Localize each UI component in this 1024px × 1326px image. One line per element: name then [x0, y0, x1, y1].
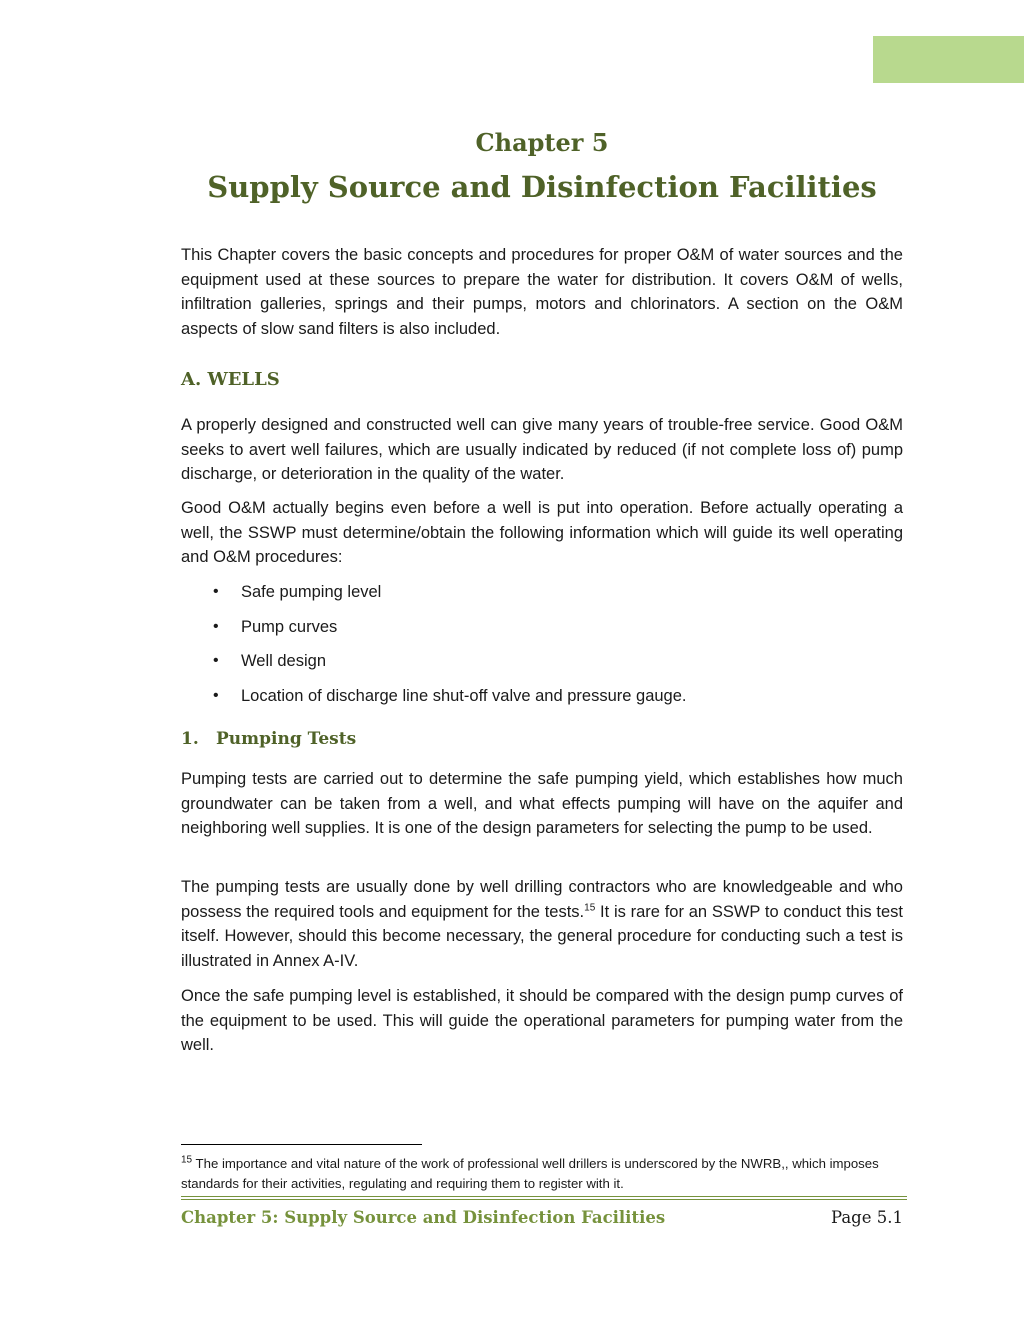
footer-rule-secondary: [181, 1199, 907, 1200]
chapter-label: Chapter 5: [475, 128, 609, 157]
wells-paragraph-2: Good O&M actually begins even before a well is put into operation. Before actually operating a well, the SSWP must determine/obtain the following information which will guide its well operating and O&M procedures:: [181, 499, 903, 567]
pumping-paragraph-3: Once the safe pumping level is established, it should be compared with the design pump curves of the equipment to be used. This will guide the operational parameters for pumping water from the well.: [181, 987, 903, 1055]
list-item: • Safe pumping level: [181, 578, 686, 613]
footnote: [181, 1154, 903, 1194]
requirements-list: [181, 578, 686, 716]
footnote-separator: [181, 1144, 422, 1145]
pumping-paragraph-2-start: The pumping tests are usually done by well drilling contractors who are knowledgeable and who possess the required tools and equipment for the tests.: [181, 878, 903, 921]
pumping-paragraph-1: Pumping tests are carried out to determine the safe pumping yield, which establishes how much groundwater can be taken from a well, and what effects pumping will have on the aquifer and neighboring well supplies. It is one of the design parameters for selecting the pump to be used.: [181, 770, 903, 838]
footnote-number: 15: [181, 1154, 193, 1166]
subsection-number: 1.: [181, 729, 199, 749]
footer-chapter-title: Chapter 5: Supply Source and Disinfection Facilities: [181, 1208, 666, 1227]
section-heading-wells: A. WELLS: [181, 369, 280, 390]
corner-color-tab: [873, 36, 1024, 83]
pumping-paragraph-2: [181, 875, 903, 973]
list-item: • Pump curves: [181, 613, 686, 648]
footer-page-number: Page 5.1: [830, 1208, 903, 1227]
footer-rule: [181, 1196, 907, 1197]
subsection-heading-pumping-tests: [181, 729, 356, 749]
subsection-title: Pumping Tests: [216, 729, 357, 749]
footnote-text: The importance and vital nature of the work of professional well drillers is underscored by the NWRB,, which imposes standards for their activities, regulating and requiring them to register with it.: [181, 1156, 879, 1191]
wells-paragraph-1: A properly designed and constructed well can give many years of trouble-free service. Good O&M seeks to avert well failures, which are usually indicated by reduced (if not complete loss of) pump discharge, or deterioration in the quality of the water.: [181, 416, 903, 484]
chapter-title: Supply Source and Disinfection Facilities: [207, 170, 877, 204]
list-item: • Location of discharge line shut-off valve and pressure gauge.: [181, 682, 686, 717]
list-item: • Well design: [181, 647, 686, 682]
pumping-paragraph-2-end: It is rare for an SSWP to conduct this test itself. However, should this become necessary, the general procedure for conducting such a test is illustrated in Annex A-IV.: [181, 902, 903, 970]
intro-paragraph: This Chapter covers the basic concepts and procedures for proper O&M of water sources and the equipment used at these sources to prepare the water for distribution. It covers O&M of wells, infiltration galleries, springs and their pumps, motors and chlorinators. A section on the O&M aspects of slow sand filters is also included.: [181, 246, 903, 338]
footnote-reference: 15: [584, 902, 596, 914]
